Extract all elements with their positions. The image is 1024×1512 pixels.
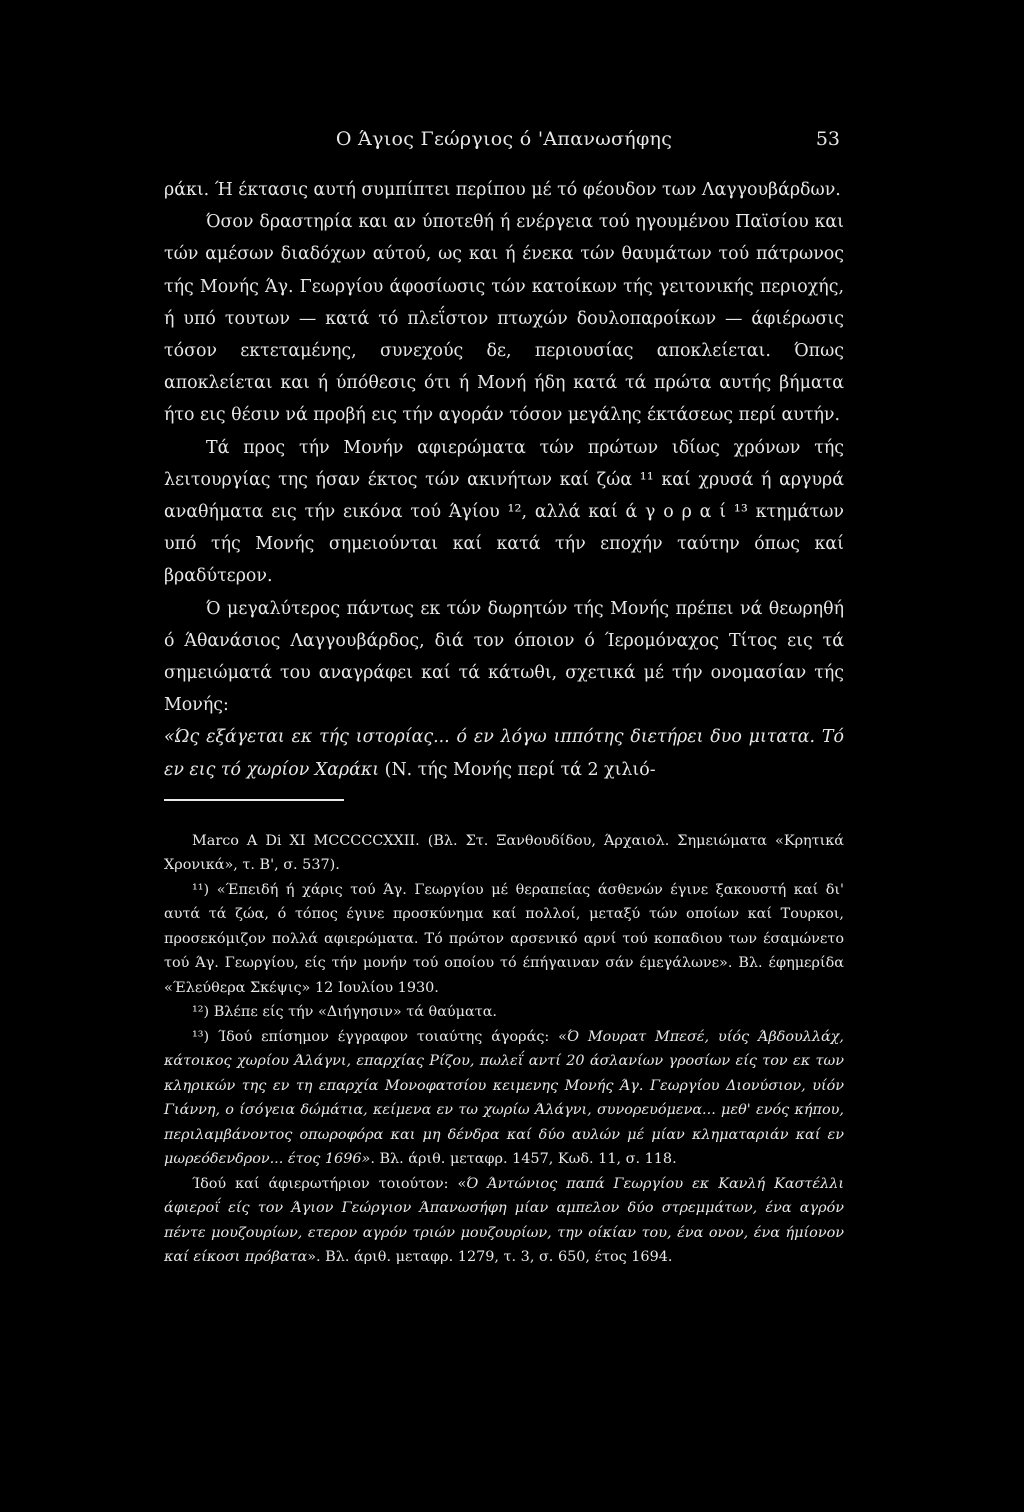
footnote-12: ¹²) Βλέπε είς τήν «Διήγησιν» τά θαύματα.	[192, 1004, 497, 1021]
footnote-13	[164, 1025, 844, 1172]
main-text	[164, 174, 844, 786]
footnote-11: ¹¹) «Έπειδή ή χάρις τού Άγ. Γεωργίου μέ θεραπείας άσθενών έγινε ξακουστή καί δι' αυτά τά ζώα, ό τόπος έγινε προσκύνημα καί πολλοί, μεταξύ τών οποίων καί Τουρκοι, προσεκόμιζον πολλά αφιερώματα. Τό πρώτον αρσενικό αρνί τού κοπαδιου των έσαμώνετο τού Άγ. Γεωργίου, είς τήν μονήν τού οποίου τό έπήγαιναν σάν έμεγάλωνε». Βλ. έφημερίδα «Έλεύθερα Σκέψις» 12 Ιουλίου 1930.	[164, 881, 844, 996]
running-header	[164, 120, 844, 160]
dedication-reference: ». Βλ. άριθ. μεταφρ. 1279, τ. 3, σ. 650, έτος 1694.	[307, 1249, 673, 1266]
footnote-13-intro: ¹³) Ίδού επίσημον έγγραφον τοιαύτης άγοράς: «	[192, 1028, 567, 1045]
quote-text: «Ώς εξάγεται εκ τής ιστορίας... ό εν λόγω ιππότης διετήρει δυο μιτατα. Τό εν εις τό χωρίον Χαράκι	[164, 727, 844, 780]
dedication-intro: Ίδού καί άφιερωτήριον τοιούτον: «	[192, 1175, 467, 1192]
dedication-document: Ό Άντώνιος παπά Γεωργίου εκ Κανλή Καστέλλι άφιεροΐ είς τον Άγιον Γεώργιον Άπανωσήφη μίαν αμπελον δύο στρεμμάτων, ένα αγρόν πέντε μουζουρίων, ετερον αγρόν τριών μουζουρίων, την οίκίαν του, ένα ονον, ένα ήμίονον καί είκοσι πρόβατα	[164, 1175, 844, 1266]
paragraph-donations: Όσον δραστηρία και αν ύποτεθή ή ενέργεια τού ηγουμένου Παϊσίου και τών αμέσων διαδόχων αύτού, ως και ή ένεκα τών θαυμάτων τού πάτρωνος τής Μονής Άγ. Γεωργίου άφοσίωσις τών κατοίκων τής γειτονικής περιοχής, ή υπό τουτων — κατά τό πλεΐστον πτωχών δουλοπαροίκων — άφιέρωσις τόσον εκτεταμένης, συνεχούς δε, περιουσίας αποκλείεται. Όπως αποκλείεται και ή ύπόθεσις ότι ή Μονή ήδη κατά τά πρώτα αυτής βήματα ήτο εις θέσιν νά προβή εις τήν αγοράν τόσον μεγάλης έκτάσεως περί αυτήν.	[164, 212, 844, 426]
footnote-13-document: Ό Μουρατ Μπεσέ, υίός Άβδουλλάχ, κάτοικος χωρίου Άλάγνι, επαρχίας Ρίζου, πωλεΐ αντί 20 άσλανίων γροσίων είς τον εκ των κληρικών της εν τη επαρχία Μονοφατσίου κειμενης Μονής Άγ. Γεωργίου Διονύσιον, υίόν Γιάννη, ο ίσόγεια δώμάτια, κείμενα εν τω χωρίω Άλάγνι, συνορευόμενα... μεθ' ενός κήπου, περιλαμβάνοντος οπωροφόρα και μη δένδρα καί δύο αυλών μέ μίαν κληματαριάν καί εν μωρεόδενδρον... έτος 1696»	[164, 1028, 844, 1168]
paragraph-offerings: Τά προς τήν Μονήν αφιερώματα τών πρώτων ιδίως χρόνων τής λειτουργίας της ήσαν έκτος τών ακινήτων καί ζώα ¹¹ καί χρυσά ή αργυρά αναθήματα εις τήν εικόνα τού Άγίου ¹², αλλά καί ά γ ο ρ α ί ¹³ κτημάτων υπό τής Μονής σημειούνται καί κατά τήν εποχήν ταύτην όπως καί βραδύτερον.	[164, 437, 844, 587]
footnote-13-dedication	[164, 1172, 844, 1270]
paragraph-continuation: ράκι. Ή έκτασις αυτή συμπίπτει περίπου μέ τό φέουδον των Λαγγουβάρδων.	[164, 180, 841, 200]
footnote-13-reference: . Βλ. άριθ. μεταφρ. 1457, Κωδ. 11, σ. 118.	[370, 1151, 677, 1168]
paragraph-quote	[164, 721, 844, 785]
quote-continuation: (Ν. τής Μονής περί τά 2 χιλιό-	[379, 759, 656, 780]
book-page	[164, 120, 844, 1270]
running-title: Ο Άγιος Γεώργιος ό 'Απανωσήφης	[335, 128, 673, 150]
footnote-continuation: Marco A Di XI MCCCCCXXII. (Βλ. Στ. Ξανθουδίδου, Άρχαιολ. Σημειώματα «Κρητικά Χρονικά», τ. Β', σ. 537).	[164, 832, 844, 874]
page-number: 53	[815, 128, 840, 150]
footnotes	[164, 829, 844, 1270]
paragraph-athanasios: Ό μεγαλύτερος πάντως εκ τών δωρητών τής Μονής πρέπει νά θεωρηθή ό Άθανάσιος Λαγγουβάρδος, διά τον όποιον ό Ίερομόναχος Τίτος εις τά σημειώματά του αναγράφει καί τά κάτωθι, σχετικά μέ τήν ονομασίαν τής Μονής:	[164, 598, 844, 716]
footnote-rule	[164, 799, 344, 801]
